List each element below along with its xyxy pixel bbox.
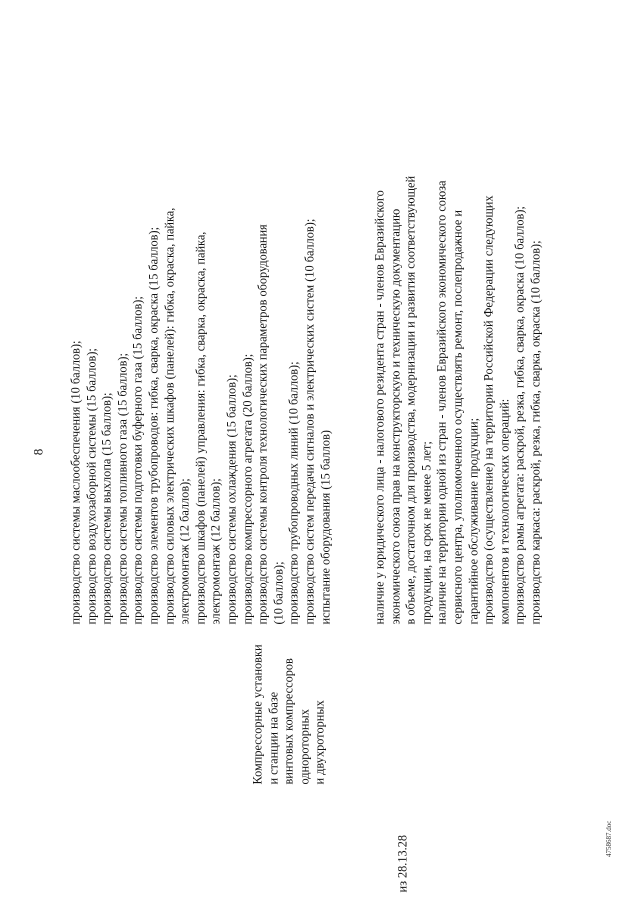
product-code bbox=[396, 835, 412, 893]
product-name-line: однороторных bbox=[297, 709, 312, 785]
product-name-line: и двухроторных bbox=[312, 700, 327, 785]
footer-doc-id: 4758687.doc bbox=[605, 820, 613, 857]
requirement-line: производство системы охлаждения (15 баллов); bbox=[224, 374, 239, 625]
requirement-line: гарантийное обслуживание продукции; bbox=[466, 417, 481, 625]
requirement-line: производство системы маслообеспечения (10 баллов); bbox=[68, 340, 83, 625]
requirement-line: продукции, на срок не менее 5 лет; bbox=[419, 441, 434, 625]
product-name-line: винтовых компрессоров bbox=[281, 658, 296, 785]
requirement-line: наличие у юридического лица - налогового резидента стран - членов Евразийского bbox=[372, 190, 387, 625]
requirement-line: компонентов и технологических операций: bbox=[497, 398, 512, 625]
requirement-line: производство системы топливного газа (15 баллов); bbox=[115, 353, 130, 625]
requirement-line: производство системы выхлопа (15 баллов); bbox=[99, 392, 114, 625]
requirement-line: наличие на территории одной из стран - членов Евразийского экономического союза bbox=[434, 180, 449, 625]
page-number: 8 bbox=[30, 448, 46, 456]
requirement-line: производство воздухозаборной системы (15 баллов); bbox=[84, 348, 99, 625]
requirement-line: производство каркаса: раскрой, резка, гибка, сварка, окраска (10 баллов); bbox=[528, 240, 543, 625]
requirement-line: испытание оборудования (15 баллов) bbox=[318, 430, 332, 625]
requirement-line: производство трубопроводных линий (10 баллов); bbox=[286, 361, 301, 625]
product-name bbox=[251, 644, 329, 784]
requirement-line: производство шкафов (панелей) управления: гибка, сварка, окраска, пайка, bbox=[193, 231, 208, 625]
requirement-line: производство силовых электрических шкафов (панелей): гибка, окраска, пайка, bbox=[162, 207, 177, 625]
requirement-line: экономического союза прав на конструкторскую и техническую документацию bbox=[388, 208, 403, 625]
requirement-line: электромонтаж (12 баллов); bbox=[177, 478, 192, 625]
requirement-line: (10 баллов); bbox=[271, 561, 286, 625]
product-name-line: и станции на базе bbox=[266, 691, 281, 785]
product-name-line: Компрессорные установки bbox=[250, 644, 265, 785]
requirement-line: производство элементов трубопроводов: гибка, сварка, окраска (15 баллов); bbox=[146, 227, 161, 625]
requirement-line: производство компрессорного агрегата (20 баллов); bbox=[240, 353, 255, 625]
requirement-line: производство (осуществление) на территории Российской Федерации следующих bbox=[481, 195, 496, 625]
requirement-line: производство систем передачи сигналов и электрических систем (10 баллов); bbox=[302, 218, 317, 625]
product-code-text: из 28.13.28 bbox=[395, 834, 410, 893]
upper-requirements bbox=[69, 208, 334, 625]
requirement-line: в объеме, достаточном для производства, модернизации и развития соответствующей bbox=[403, 175, 418, 625]
requirement-line: сервисного центра, уполномоченного осуществлять ремонт, послепродажное и bbox=[450, 209, 465, 625]
requirement-line: производство рамы агрегата: раскрой, резка, гибка, сварка, окраска (10 баллов); bbox=[512, 206, 527, 625]
requirement-line: электромонтаж (12 баллов); bbox=[208, 478, 223, 625]
rotated-content bbox=[1, 0, 640, 905]
requirement-line: производство системы подготовки буферного газа (15 баллов); bbox=[130, 296, 145, 625]
requirement-line: производство системы контроля технологических параметров оборудования bbox=[255, 224, 270, 625]
lower-requirements bbox=[373, 176, 545, 625]
